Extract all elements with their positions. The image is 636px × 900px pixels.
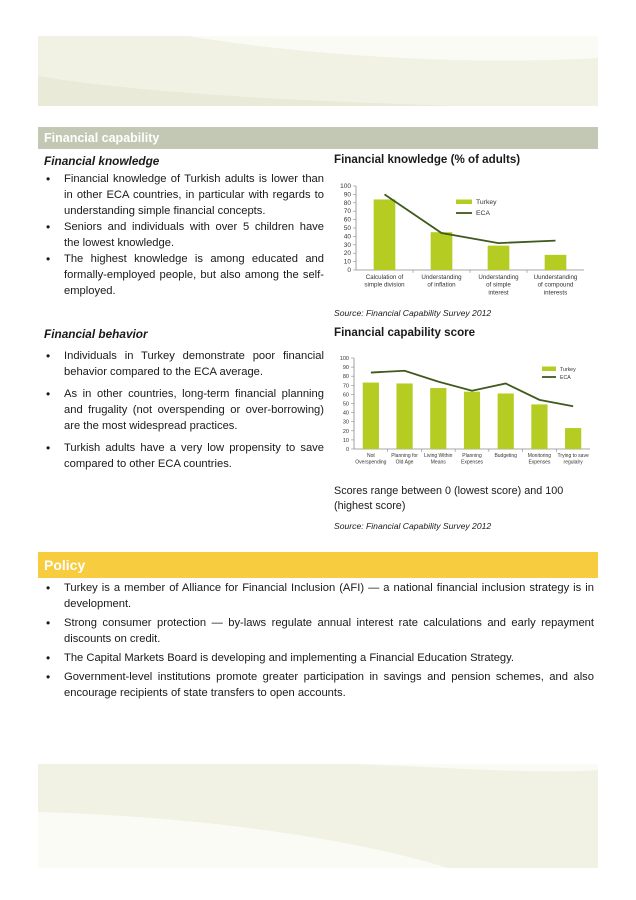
- list-item: • Financial knowledge of Turkish adults is lower than in other ECA countries, in particular with regards to understanding simple financial concepts.: [44, 171, 324, 219]
- financial-knowledge-list: [44, 171, 324, 299]
- chart-title: Financial knowledge (% of adults): [334, 153, 521, 166]
- y-tick-label: 10: [343, 258, 351, 266]
- bar-3: [430, 388, 446, 449]
- bar-4: [464, 392, 480, 449]
- list-item: • Individuals in Turkey demonstrate poor financial behavior compared to the ECA average.: [44, 348, 324, 380]
- list-item: • As in other countries, long-term financial planning and frugality (not overspending or over-borrowing) are the most widespread practices.: [44, 386, 324, 434]
- financial-behavior-list: [44, 348, 324, 472]
- financial-capability-header: Financial capability: [38, 127, 598, 149]
- legend-eca-label: ECA: [560, 375, 571, 381]
- category-label: Living Within Means: [424, 453, 453, 466]
- y-tick-label: 100: [339, 356, 349, 362]
- policy-list: [44, 580, 594, 704]
- y-tick-label: 40: [343, 233, 351, 241]
- y-tick-label: 20: [343, 250, 351, 258]
- bar-5: [498, 393, 514, 449]
- y-tick-label: 40: [342, 410, 349, 417]
- financial-knowledge-chart: [334, 176, 596, 304]
- category-label: Understanding of simple interest: [478, 274, 519, 297]
- bar-2: [431, 232, 453, 270]
- bar-4: [545, 255, 567, 270]
- category-label: Budgeting: [494, 453, 517, 459]
- y-tick-label: 60: [342, 392, 349, 399]
- legend-turkey-label: Turkey: [476, 199, 497, 206]
- y-tick-label: 20: [342, 428, 349, 435]
- list-item: • Turkey is a member of Alliance for Financial Inclusion (AFI) — a national financial inclusion strategy is in development.: [44, 580, 594, 612]
- financial-behavior-section: [44, 326, 324, 472]
- y-tick-label: 30: [343, 241, 351, 249]
- bar-6: [531, 404, 547, 449]
- y-tick-label: 70: [343, 208, 351, 216]
- y-tick-label: 70: [342, 383, 349, 390]
- list-item: • The highest knowledge is among educated and formally-employed people, but also among the self-employed.: [44, 251, 324, 299]
- footer-banner: [38, 764, 598, 868]
- y-tick-label: 80: [342, 374, 349, 381]
- y-tick-label: 50: [342, 401, 349, 408]
- legend-turkey-swatch: [456, 200, 472, 205]
- legend-eca-label: ECA: [476, 210, 490, 217]
- chart-source: Source: Financial Capability Survey 2012: [334, 308, 492, 318]
- y-tick-label: 0: [345, 447, 349, 453]
- bar-1: [374, 199, 396, 270]
- list-item: • Government-level institutions promote greater participation in savings and pension schemes, and also encourage recipients of state transfers to open accounts.: [44, 669, 594, 701]
- chart-source: Source: Financial Capability Survey 2012: [334, 521, 492, 531]
- financial-capability-score-chart: [334, 350, 596, 472]
- category-label: Planning Expenses: [461, 453, 483, 466]
- bar-1: [363, 383, 379, 449]
- bar-7: [565, 428, 581, 449]
- y-tick-label: 30: [342, 419, 349, 426]
- policy-header: Policy: [38, 552, 598, 578]
- y-tick-label: 80: [343, 199, 351, 207]
- financial-capability-score-block: [334, 326, 596, 339]
- list-item: • The Capital Markets Board is developing and implementing a Financial Education Strategy.: [44, 650, 594, 666]
- category-label: Not Overspending: [355, 453, 387, 466]
- y-tick-label: 90: [342, 365, 349, 372]
- list-item: • Seniors and individuals with over 5 children have the lowest knowledge.: [44, 219, 324, 251]
- category-label: Uunderstanding of compound interests: [533, 274, 578, 297]
- bar-3: [488, 246, 510, 270]
- category-label: Trying to save regulalry: [557, 453, 589, 466]
- legend-turkey-label: Turkey: [560, 367, 576, 373]
- y-tick-label: 10: [342, 437, 349, 444]
- y-tick-label: 0: [347, 267, 351, 274]
- financial-knowledge-chart-block: [334, 153, 596, 166]
- y-tick-label: 100: [340, 183, 351, 190]
- category-label: Monitoring Expenses: [527, 453, 552, 466]
- scores-range-note: Scores range between 0 (lowest score) and 100 (highest score): [334, 485, 564, 512]
- list-item: • Turkish adults have a very low propensity to save compared to other ECA countries.: [44, 440, 324, 472]
- legend-turkey-swatch: [542, 367, 556, 372]
- y-tick-label: 90: [343, 191, 351, 199]
- y-tick-label: 50: [343, 225, 351, 232]
- list-item: • Strong consumer protection — by-laws regulate annual interest rate calculations and early repayment discounts on credit.: [44, 615, 594, 647]
- y-tick-label: 60: [343, 216, 351, 224]
- category-label: Calculation of simple division: [364, 274, 405, 289]
- financial-behavior-heading: Financial behavior: [44, 327, 148, 341]
- chart-title: Financial capability score: [334, 326, 476, 339]
- financial-knowledge-heading: Financial knowledge: [44, 154, 160, 168]
- financial-knowledge-section: [44, 153, 324, 299]
- header-banner: [38, 36, 598, 106]
- category-label: Planning for Old Age: [391, 453, 418, 466]
- category-label: Understanding of inflation: [421, 274, 462, 289]
- bar-2: [396, 383, 412, 449]
